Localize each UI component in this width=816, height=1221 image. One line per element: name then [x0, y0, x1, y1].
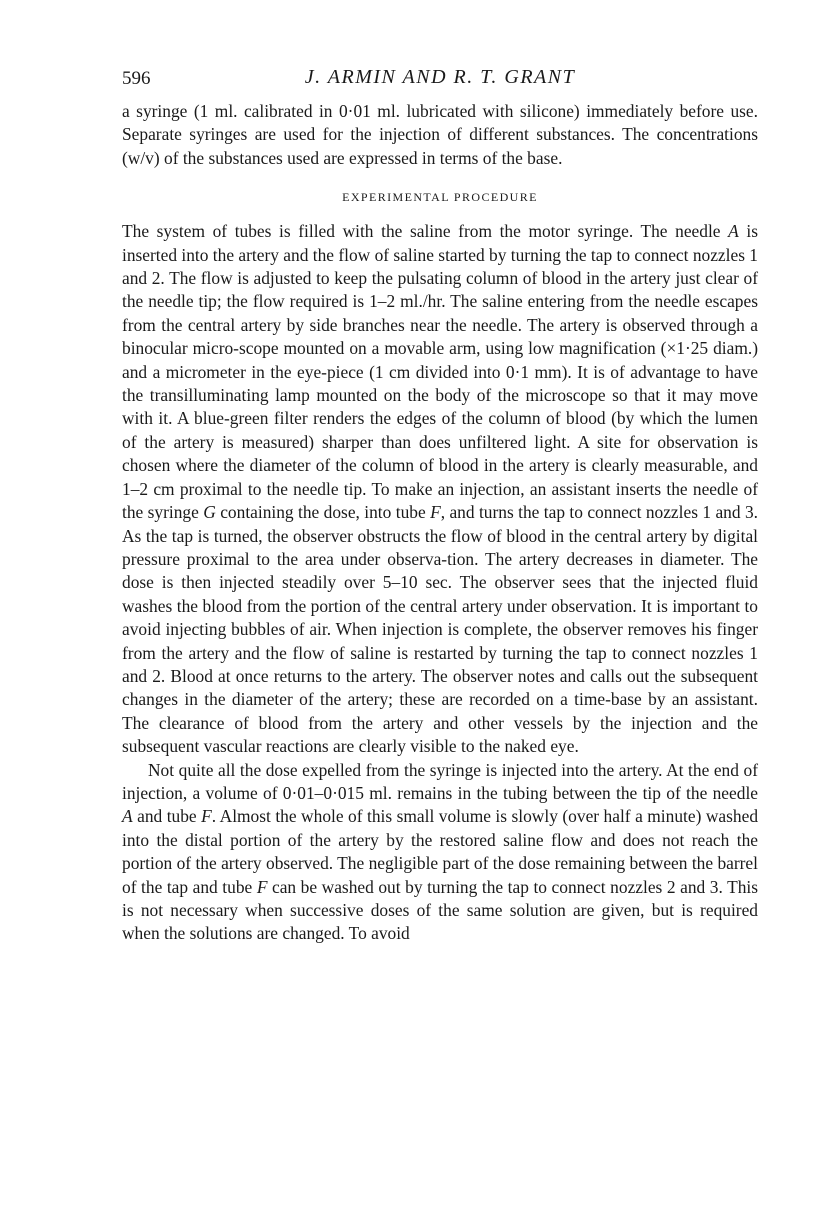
- text-run: . Almost the whole of this small volume is slowly (over half a minute) washed into the distal portion of the artery by the restored saline flow and does not reach the portion of the artery observed. The negligible part of the dose remaining between the barrel of the tap and tube: [122, 806, 759, 897]
- variable-g: G: [203, 502, 216, 523]
- text-run: can be washed out by turning the tap to connect nozzles 2 and 3. This is not necessary when successive doses of the same solution are given, but is required when the solutions are changed. To avoid: [122, 876, 758, 944]
- text-run: The system of tubes is filled with the saline from the motor syringe. The needle: [122, 221, 729, 242]
- text-run: Not quite all the dose expelled from the syringe is injected into the artery. At the end of injection, a volume of 0·01–0·015 ml. remains in the tubing between the tip of the needle: [122, 759, 758, 803]
- text-run: , and turns the tap to connect nozzles 1 and 3. As the tap is turned, the observer obstructs the flow of blood in the central artery by digital pressure proximal to the area under observa-tion. The artery decreases in diameter. The dose is then injected steadily over 5–10 sec. The observer sees that the injected fluid washes the blood from the portion of the central artery under observation. It is important to avoid injecting bubbles of air. When injection is complete, the observer removes his finger from the artery and the flow of saline is restarted by turning the tap to connect nozzles 1 and 2. Blood at once returns to the artery. The observer notes and calls out the subsequent changes in the diameter of the artery; these are recorded on a time-base by an assistant. The clearance of blood from the artery and other vessels by the injection and the subsequent vascular reactions are clearly visible to the naked eye.: [122, 502, 758, 757]
- variable-f: F: [256, 876, 268, 897]
- text-run: and tube: [132, 806, 202, 827]
- variable-f: F: [201, 806, 212, 827]
- text-run: containing the dose, into tube: [215, 502, 431, 523]
- paragraph-procedure: [122, 220, 758, 758]
- paragraph-syringe: a syringe (1 ml. calibrated in 0·01 ml. lubricated with silicone) immediately before use. Separate syringes are used for the injection of different substances. The concentrations (w/v) of the substances used are expressed in terms of the base.: [122, 101, 758, 168]
- text-run: is inserted into the artery and the flow of saline started by turning the tap to connect nozzles 1 and 2. The flow is adjusted to keep the pulsating column of blood in the artery just clear of the needle tip; the flow required is 1–2 ml./hr. The saline entering from the needle escapes from the central artery by side branches near the needle. The artery is observed through a binocular micro-scope mounted on a movable arm, using low magnification (×1·25 diam.) and a micrometer in the eye-piece (1 cm divided into 0·1 mm). It is of advantage to have the transilluminating lamp mounted on the body of the microscope so that it may move with it. A blue-green filter renders the edges of the column of blood (by which the lumen of the artery is measured) sharper than does unfiltered light. A site for observation is chosen where the diameter of the column of blood in the artery is clearly measurable, and 1–2 cm proximal to the needle tip. To make an injection, an assistant inserts the needle of the syringe: [122, 221, 759, 523]
- section-heading: EXPERIMENTAL PROCEDURE: [342, 190, 538, 205]
- running-title: J. ARMIN AND R. T. GRANT: [304, 66, 576, 88]
- variable-f: F: [430, 502, 441, 523]
- page: [122, 66, 758, 946]
- variable-a: A: [122, 806, 133, 827]
- variable-a: A: [728, 221, 739, 242]
- paragraph-dose: [122, 759, 758, 946]
- page-number: 596: [122, 68, 151, 89]
- running-head: [122, 66, 758, 96]
